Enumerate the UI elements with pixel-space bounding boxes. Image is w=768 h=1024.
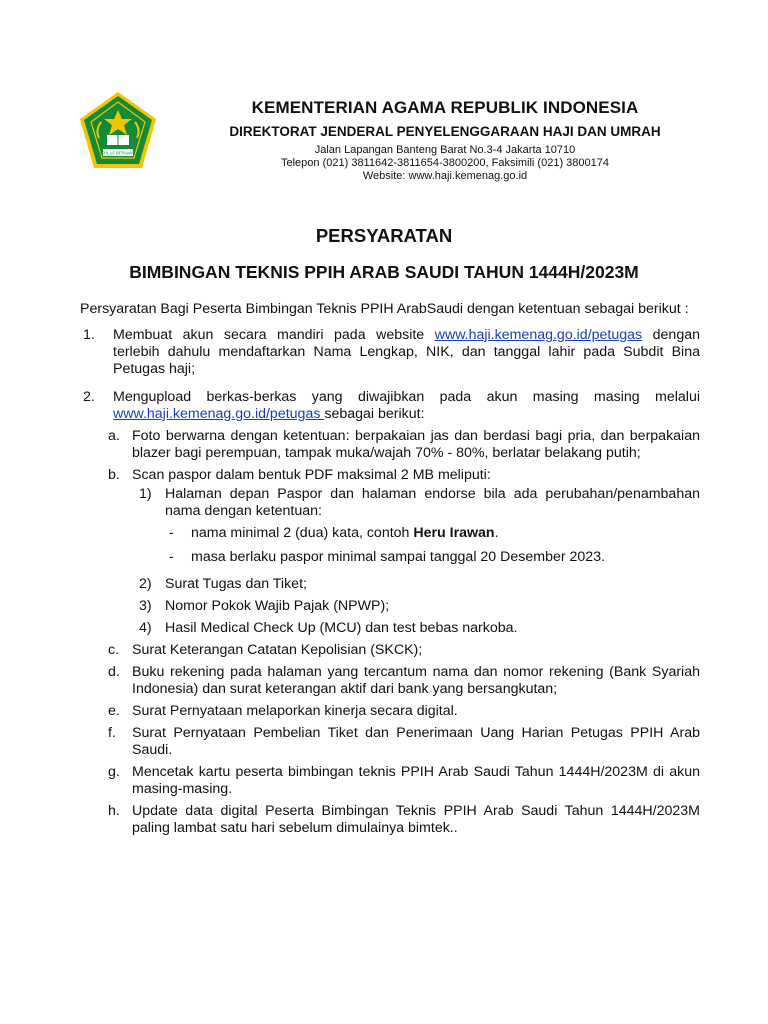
list-marker: f. (108, 725, 116, 741)
item-text: Mengupload berkas-berkas yang diwajibkan pada akun masing masing melalui (113, 389, 700, 405)
directorate-name: DIREKTORAT JENDERAL PENYELENGGARAAN HAJI DAN UMRAH (229, 124, 661, 139)
item-text: sebagai berikut: (324, 406, 425, 422)
list-marker: 2) (139, 576, 152, 592)
list-marker: 4) (139, 620, 152, 636)
item-text: Scan paspor dalam bentuk PDF maksimal 2 MB meliputi: (132, 467, 491, 483)
address: Jalan Lapangan Banteng Barat No.3-4 Jakarta 10710 (314, 144, 576, 156)
list-marker: c. (108, 642, 120, 658)
list-item-2 (80, 389, 700, 423)
item-text: Surat Pernyataan Pembelian Tiket dan Penerimaan Uang Harian Petugas PPIH Arab Saudi. (132, 725, 700, 758)
list-marker: a. (108, 428, 120, 444)
list-item-g (108, 764, 700, 798)
list-item-f (108, 725, 700, 759)
website: Website: www.haji.kemenag.go.id (362, 170, 528, 182)
list-item-1 (80, 327, 700, 378)
petugas-link[interactable]: www.haji.kemenag.go.id/petugas (434, 327, 643, 343)
item-text: masa berlaku paspor minimal sampai tanggal 20 Desember 2023. (191, 549, 606, 565)
list-marker: g. (108, 764, 120, 780)
list-marker: d. (108, 664, 120, 680)
dash-item-validity (169, 549, 700, 566)
item-text: Hasil Medical Check Up (MCU) dan test bebas narkoba. (165, 620, 518, 636)
list-item-b1 (137, 486, 700, 520)
document-subtitle: BIMBINGAN TEKNIS PPIH ARAB SAUDI TAHUN 1444H/2023M (129, 262, 639, 282)
item-text: nama minimal 2 (dua) kata, contoh (191, 525, 414, 541)
list-marker: - (169, 525, 174, 541)
list-item-b2 (137, 576, 700, 593)
list-marker: 2. (83, 389, 95, 405)
kemenag-logo (77, 90, 159, 172)
ministry-name: KEMENTERIAN AGAMA REPUBLIK INDONESIA (251, 98, 639, 117)
logo-motto: IKHLAS BERAMAL (99, 150, 137, 156)
item-text: Mencetak kartu peserta bimbingan teknis PPIH Arab Saudi Tahun 1444H/2023M di akun masing-masing. (132, 764, 700, 797)
item-text: Surat Tugas dan Tiket; (165, 576, 307, 592)
item-text: . (494, 525, 499, 541)
list-item-a (108, 428, 700, 462)
list-item-h (108, 803, 700, 837)
dash-item-name (169, 525, 700, 542)
phone-fax: Telepon (021) 3811642-3811654-3800200, Faksimili (021) 3800174 (281, 157, 609, 169)
list-marker: 3) (139, 598, 152, 614)
list-item-b4 (137, 620, 700, 637)
list-marker: e. (108, 703, 120, 719)
list-marker: h. (108, 803, 120, 819)
list-marker: 1. (83, 327, 95, 343)
requirements-body (80, 301, 700, 842)
item-text: dengan terlebih dahulu mendaftarkan Nama Lengkap, NIK, dan tanggal lahir pada Subdit Bina Petugas haji; (113, 327, 700, 377)
list-item-c (108, 642, 700, 659)
list-item-b3 (137, 598, 700, 615)
list-item-b (108, 467, 700, 484)
item-text: Surat Keterangan Catatan Kepolisian (SKCK); (132, 642, 423, 658)
list-item-d (108, 664, 700, 698)
intro-paragraph: Persyaratan Bagi Peserta Bimbingan Teknis PPIH ArabSaudi dengan ketentuan sebagai berikut : (80, 301, 689, 317)
petugas-link[interactable]: www.haji.kemenag.go.id/petugas (113, 406, 325, 422)
item-text: Nomor Pokok Wajib Pajak (NPWP); (165, 598, 390, 614)
list-marker: b. (108, 467, 120, 483)
item-text: Halaman depan Paspor dan halaman endorse bila ada perubahan/penambahan nama dengan ketentuan: (165, 486, 700, 519)
document-title: PERSYARATAN (315, 225, 453, 246)
item-text: Foto berwarna dengan ketentuan: berpakaian jas dan berdasi bagi pria, dan berpakaian blazer bagi perempuan, tampak muka/wajah 70% - 80%, berlatar belakang putih; (132, 428, 700, 461)
list-item-e (108, 703, 700, 720)
item-text: Membuat akun secara mandiri pada website (113, 327, 435, 343)
list-marker: - (169, 549, 174, 565)
example-name: Heru Irawan (413, 525, 495, 541)
item-text: Update data digital Peserta Bimbingan Teknis PPIH Arab Saudi Tahun 1444H/2023M paling lambat satu hari sebelum dimulainya bimtek.. (132, 803, 700, 836)
list-marker: 1) (139, 486, 152, 502)
item-text: Surat Pernyataan melaporkan kinerja secara digital. (132, 703, 458, 719)
item-text: Buku rekening pada halaman yang tercantum nama dan nomor rekening (Bank Syariah Indonesia) dan surat keterangan aktif dari bank yang bersangkutan; (132, 664, 700, 697)
